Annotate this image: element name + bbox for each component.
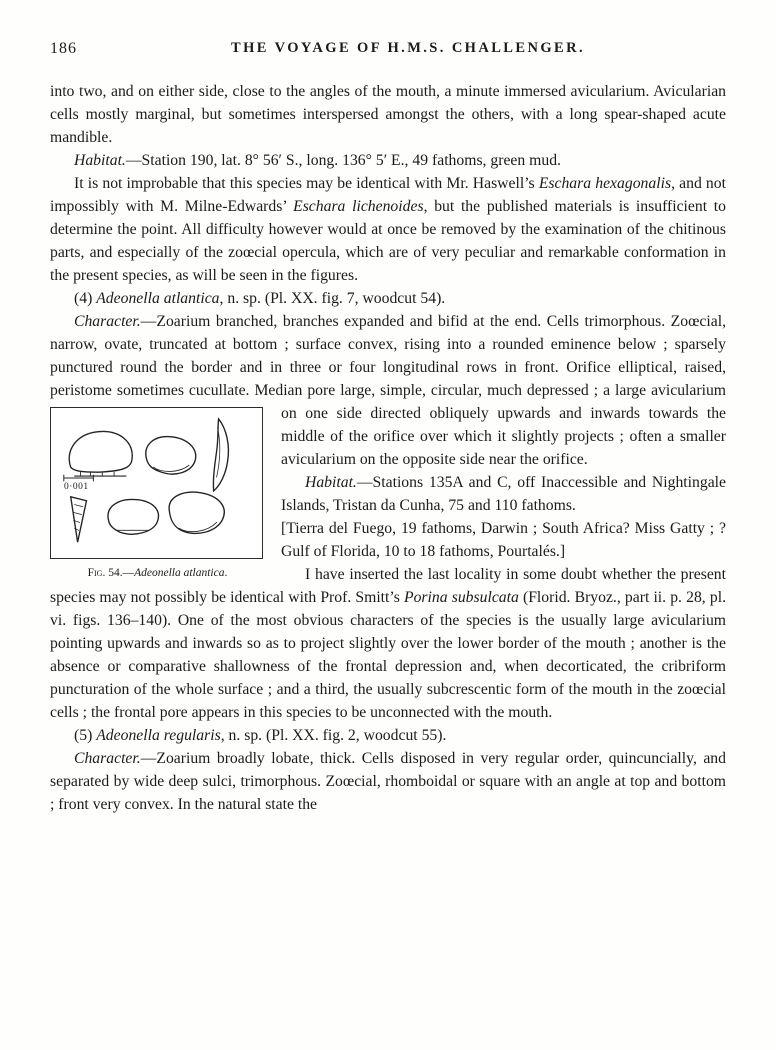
heading-species-5-adeonella-regularis: (5) Adeonella regularis, n. sp. (Pl. XX. fig. 2, woodcut 55). xyxy=(74,727,447,744)
heading-species-4-adeonella-atlantica: (4) Adeonella atlantica, n. sp. (Pl. XX. fig. 7, woodcut 54). xyxy=(74,290,446,307)
paragraph-habitat-stations-135: Habitat.—Stations 135A and C, off Inaccessible and Nightingale Islands, Tristan da Cunha, 75 and 110 fathoms. xyxy=(281,474,726,514)
figure-54-caption: Fig. 54.—Adeonella atlantica. xyxy=(87,567,228,579)
paragraph-bracketed-localities: [Tierra del Fuego, 19 fathoms, Darwin ; South Africa? Miss Gatty ; ? Gulf of Florida, 10 to 18 fathoms, Pourtalés.] xyxy=(281,520,726,560)
paragraph-character-adeonella-regularis: Character.—Zoarium broadly lobate, thick. Cells disposed in very regular order, quincuncially, and separated by wide deep sulci, trimorphous. Zoœcial, rhomboidal or square with an angle at top and bottom ; front very convex. In the natural state the xyxy=(50,750,726,813)
character-text-before-figure: Character.—Zoarium branched, branches expanded and bifid at the end. Cells trimorphous. Zoœcial, narrow, ovate, truncated at bottom ; surface convex, rising into a rounded eminence below ; sparsely punctured round the border and in three or four longitudinal rows in front. Orifice elliptical, raised, peristome sometimes cucullate. Median pore large, simple, circular, much depressed ; a large avicularium on one side xyxy=(50,313,726,422)
character-text-after-figure: directed obliquely upwards and inwards towards the middle of the orifice over which it slightly projects ; often a smaller avicularium on the opposite side near the orifice. xyxy=(281,405,727,468)
figure-54 xyxy=(50,407,265,580)
page-body xyxy=(50,80,726,816)
page-header xyxy=(50,38,726,64)
figure-scale-label: 0·001 xyxy=(64,482,89,492)
figure-54-woodcut xyxy=(50,407,263,559)
page-number: 186 xyxy=(50,40,77,57)
paragraph-inserted-locality-discussion: I have inserted the last locality in some doubt whether the present species may not possibly be identical with Prof. Smitt’s Porina subsulcata (Florid. Bryoz., part ii. p. 28, pl. vi. figs. 136–140). One of the most obvious characters of the species is the usually large avicularium pointing upwards and inwards so as to project slightly over the lower border of the mouth ; another is the absence or comparative shallowness of the frontal depression and, when decorticated, the cribriform puncturation of the whole surface ; and a third, the usually subcrescentic form of the mouth in the zoœcial cells ; the frontal pore appears in this species to be unconnected with the mouth. xyxy=(50,566,726,721)
paragraph-habitat-station-190: Habitat.—Station 190, lat. 8° 56′ S., long. 136° 5′ E., 49 fathoms, green mud. xyxy=(74,152,561,169)
running-title: THE VOYAGE OF H.M.S. CHALLENGER. xyxy=(231,40,585,56)
paragraph-identity-discussion: It is not improbable that this species may be identical with Mr. Haswell’s Eschara hexagonalis, and not impossibly with M. Milne-Edwards’ Eschara lichenoides, but the published materials is insufficient to determine the point. All difficulty however would at once be removed by the examination of the chitinous parts, and especially of the zoœcial opercula, which are of very peculiar and remarkable conformation in the present species, as will be seen in the figures. xyxy=(50,175,726,284)
paragraph-avicularium: into two, and on either side, close to the angles of the mouth, a minute immersed avicularium. Avicularian cells mostly marginal, but sometimes interspersed amongst the others, with a long spear-shaped acute mandible. xyxy=(50,83,726,146)
